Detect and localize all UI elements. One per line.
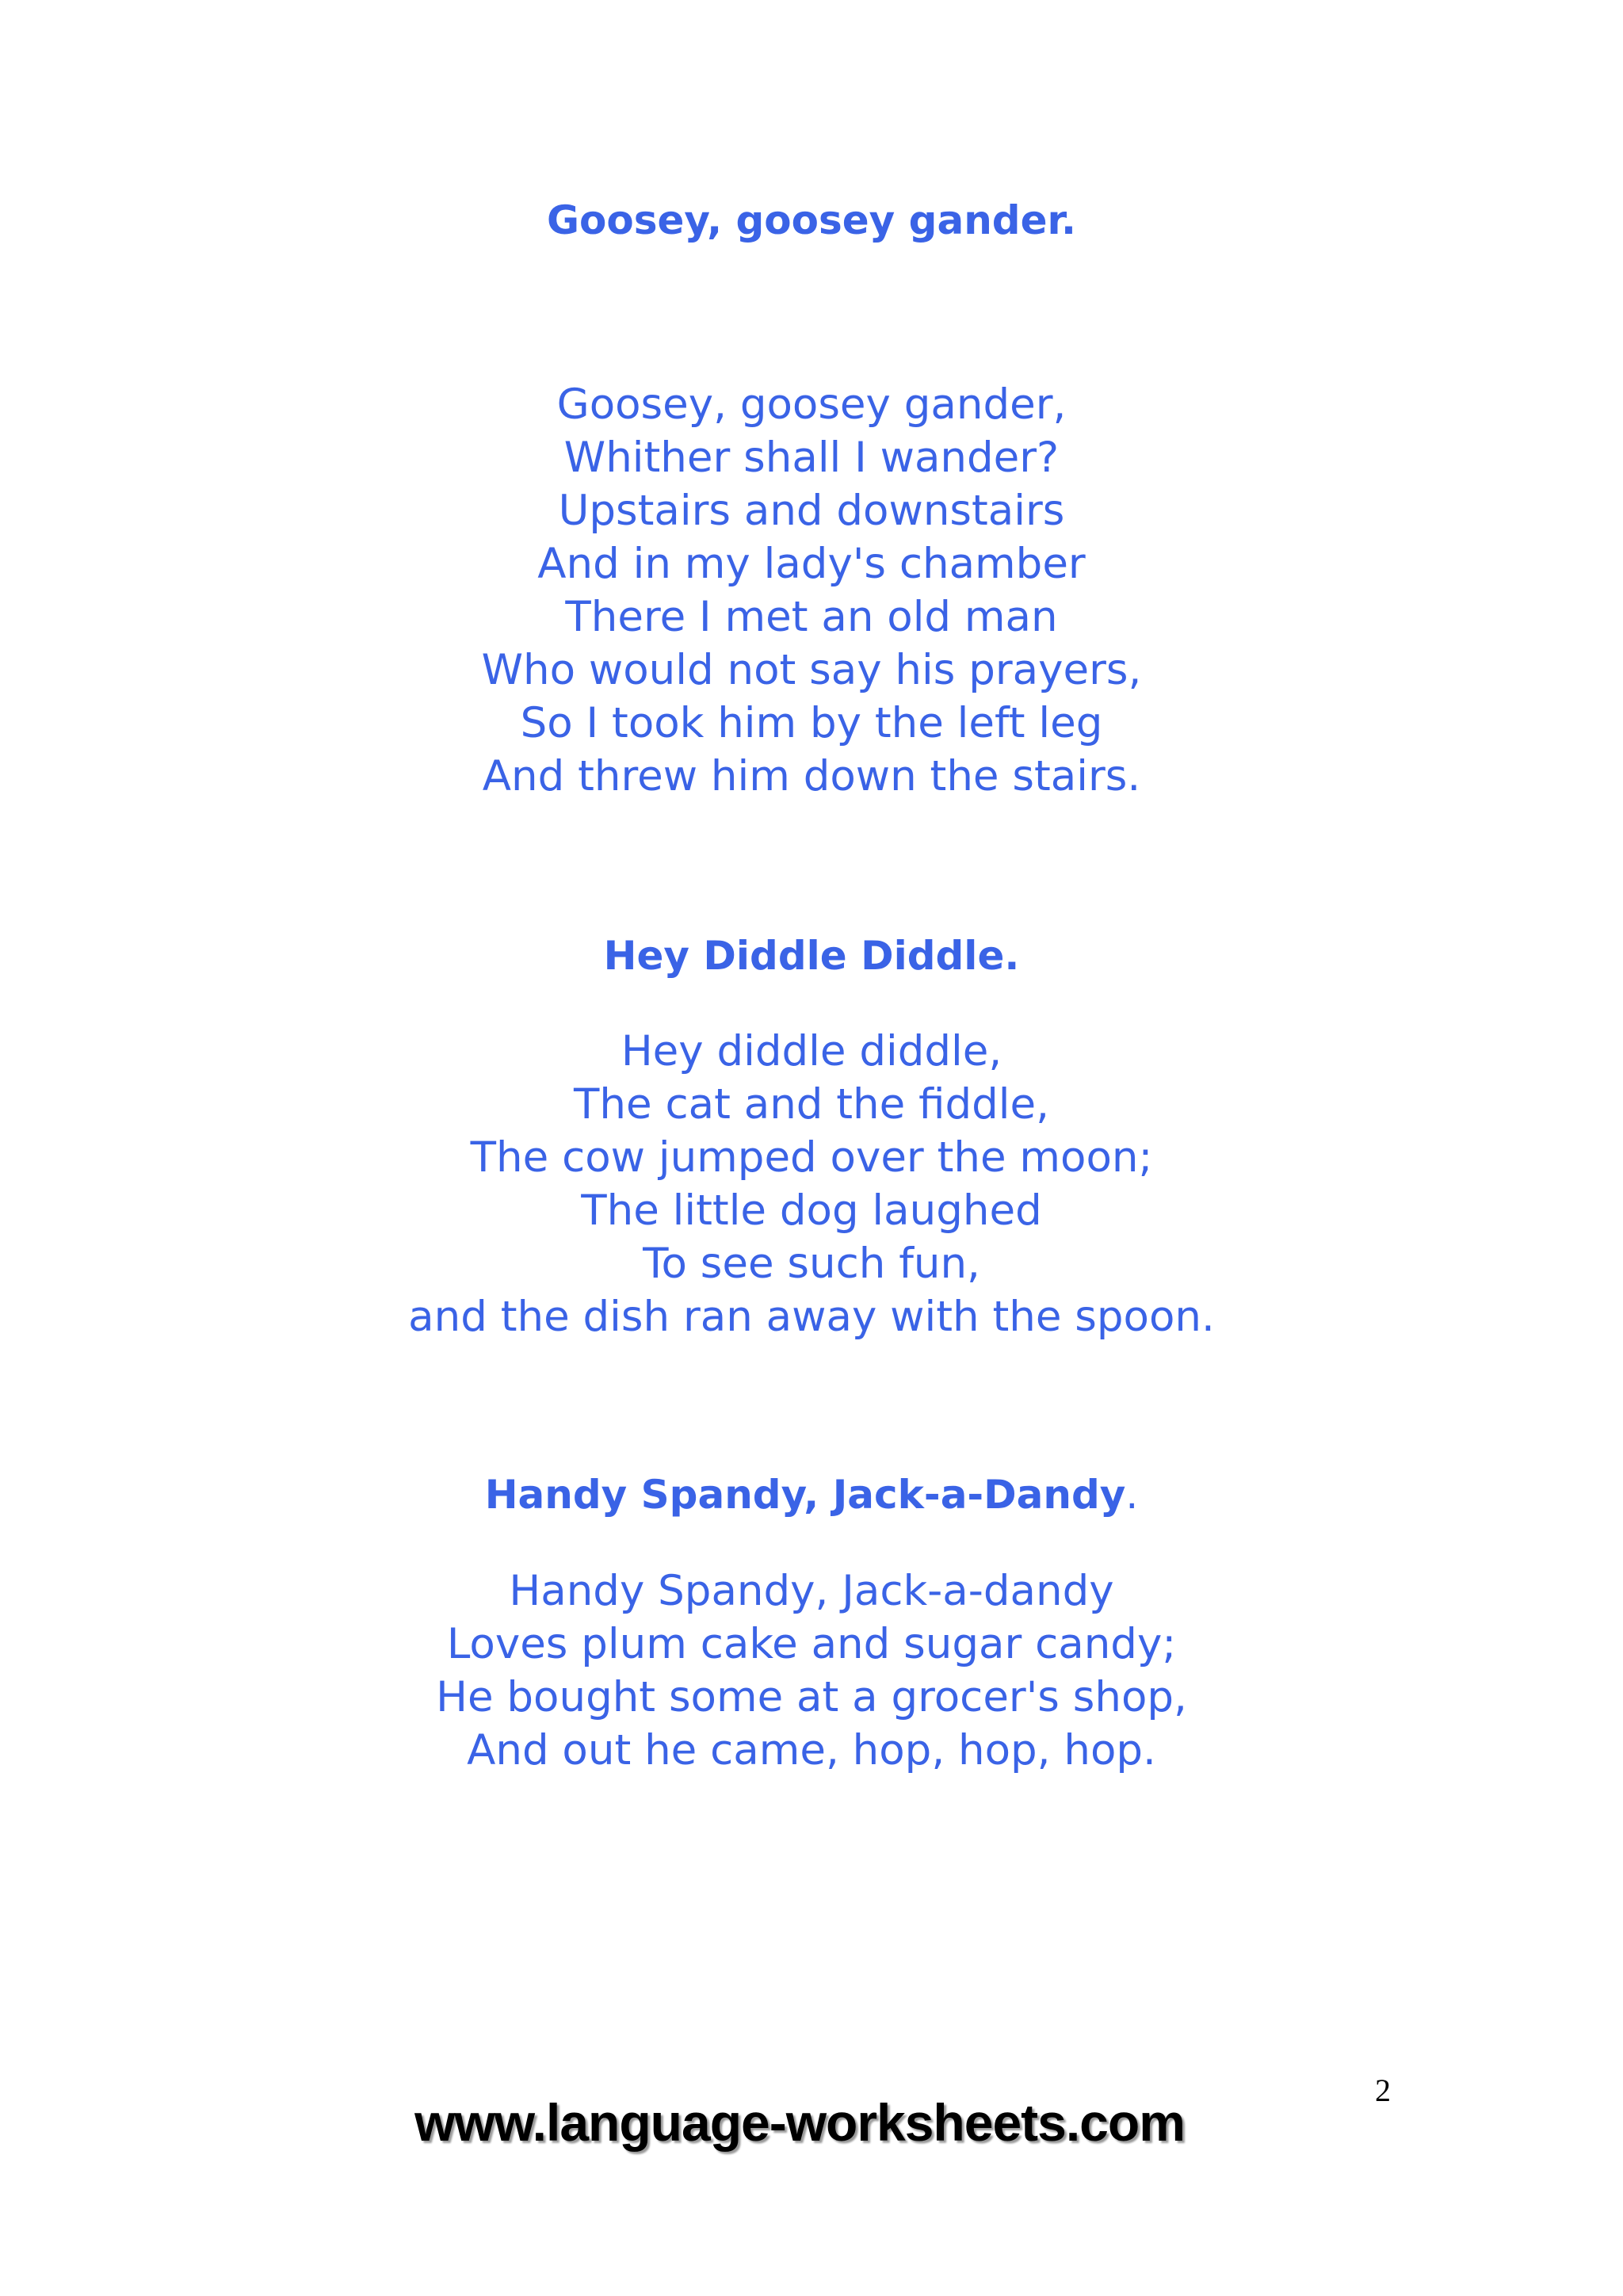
website-footer: www.language-worksheets.com <box>414 2093 1185 2152</box>
poem-line: Hey diddle diddle, <box>621 1027 1002 1075</box>
poem-line: Who would not say his prayers, <box>481 646 1142 694</box>
poem-line: Loves plum cake and sugar candy; <box>446 1620 1177 1668</box>
poem-line: Upstairs and downstairs <box>558 487 1065 535</box>
poem-line: And threw him down the stairs. <box>482 752 1141 800</box>
poem-line: And out he came, hop, hop, hop. <box>467 1726 1156 1775</box>
poem-line: To see such fun, <box>643 1240 980 1288</box>
poem-title-handy-spandy <box>0 1471 1623 1519</box>
poem-line: He bought some at a grocer's shop, <box>436 1673 1187 1721</box>
poem-line: The cat and the fiddle, <box>574 1080 1049 1129</box>
poem-title-text: Handy Spandy, Jack-a-Dandy <box>484 1472 1126 1518</box>
poem-line: Handy Spandy, Jack-a-dandy <box>509 1567 1114 1615</box>
poem-line: Goosey, goosey gander, <box>556 380 1067 429</box>
poem-title-goosey-gander: Goosey, goosey gander. <box>546 197 1077 243</box>
poem-line: So I took him by the left leg <box>520 699 1103 747</box>
poem-line: Whither shall I wander? <box>563 434 1060 482</box>
poem-title-trailing-period: . <box>1125 1472 1139 1518</box>
poem-body-goosey-gander <box>0 378 1623 803</box>
poem-line: And in my lady's chamber <box>537 540 1086 588</box>
poem-line: The little dog laughed <box>581 1186 1042 1235</box>
poem-body-hey-diddle-diddle <box>0 1025 1623 1343</box>
poem-line: The cow jumped over the moon; <box>470 1133 1153 1182</box>
page-number: 2 <box>1375 2073 1391 2108</box>
poem-line: and the dish ran away with the spoon. <box>408 1293 1215 1341</box>
poem-body-handy-spandy <box>0 1564 1623 1777</box>
poem-line: There I met an old man <box>565 593 1058 641</box>
poem-title-hey-diddle-diddle: Hey Diddle Diddle. <box>603 933 1020 979</box>
